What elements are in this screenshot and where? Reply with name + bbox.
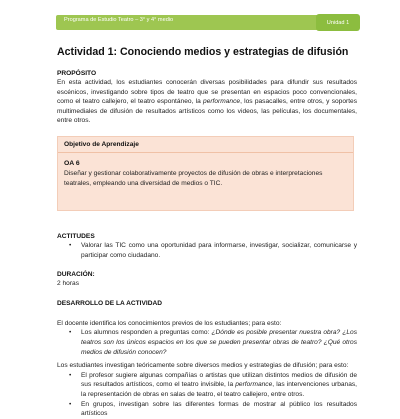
- actitudes-label: ACTITUDES: [57, 232, 95, 240]
- bullet-icon: •: [69, 400, 72, 408]
- duracion-section: [57, 271, 357, 289]
- list-item: [69, 371, 357, 400]
- bullet-icon: •: [69, 371, 72, 379]
- list-item: [69, 400, 357, 419]
- bullet1-text: Los alumnos responden a preguntas como:: [81, 329, 212, 337]
- program-title: Programa de Estudio Teatro – 3° y 4° medio: [64, 17, 174, 23]
- proposito-text-em: performance: [203, 98, 241, 106]
- proposito-label: PROPÓSITO: [57, 70, 97, 77]
- actitud-text: Valorar las TIC como una oportunidad para informarse, investigar, socializar, comunicarse y participar como ciudadano.: [81, 241, 357, 259]
- bullet-icon: •: [69, 329, 72, 337]
- bullet3-text: En grupos, investigan sobre las diferentes formas de mostrar al público los resultados artísticos: [81, 400, 357, 418]
- proposito-text-b: , los pasacalles, entre otros, y soportes multimediales de difusión de resultados artísticos como los videos, las películas, los documentales, entre otros.: [57, 98, 357, 125]
- objetivo-code: OA 6: [64, 159, 80, 167]
- bullet2-text-a: El profesor sugiere algunas compañías o artistas que utilizan distintos medios de difusión de sus resultados artísticos, como el teatro invisible, la: [81, 371, 357, 389]
- proposito-text: [57, 78, 357, 126]
- proposito-section: [57, 70, 357, 126]
- bullet1-questions: ¿Dónde es posible presentar nuestra obra? ¿Los teatros son los únicos espacios en los que se pueden presentar obras de teatro? ¿Qué otros medios de difusión conocen?: [81, 329, 357, 356]
- page-header: [0, 0, 400, 48]
- list-item: [69, 328, 357, 357]
- activity-title: Actividad 1: Conociendo medios y estrategias de difusión: [57, 46, 349, 58]
- objetivo-title: Objetivo de Aprendizaje: [64, 140, 139, 148]
- desarrollo-list-1: [69, 328, 357, 357]
- desarrollo-section: [57, 300, 357, 419]
- actitudes-section: [57, 233, 357, 260]
- desarrollo-intro-2: Los estudiantes investigan teóricamente sobre diversos medios y estrategias de difusión; para esto:: [57, 362, 349, 370]
- desarrollo-list-2: [69, 371, 357, 419]
- objetivo-box: [57, 136, 354, 211]
- list-item: [69, 241, 357, 260]
- desarrollo-label: DESARROLLO DE LA ACTIVIDAD: [57, 299, 163, 307]
- bullet-icon: •: [69, 241, 72, 249]
- desarrollo-intro: El docente identifica los conocimientos previos de los estudiantes; para esto:: [57, 319, 282, 327]
- document-body: [57, 46, 357, 419]
- duracion-value: 2 horas: [57, 280, 79, 288]
- bullet2-text-b: , las intervenciones urbanas, la representación de obras en salas de teatro, el teatro callejero, entre otros.: [81, 381, 358, 398]
- proposito-text-a: En esta actividad, los estudiantes conocerán diversas posibilidades para difundir sus resultados escénicos, investigando sobre tipos de teatro que se presentan en espacios poco convencionales, como el teatro callejero, el teatro espontáneo, la: [57, 79, 357, 106]
- actitudes-list: [69, 241, 357, 260]
- duracion-label: DURACIÓN:: [57, 271, 95, 279]
- objetivo-divider: [58, 152, 353, 153]
- bullet2-text-em: performance: [235, 381, 273, 389]
- unit-badge: Unidad 1: [316, 14, 360, 31]
- objetivo-text: Diseñar y gestionar colaborativamente proyectos de difusión de obras e interpretaciones teatrales, empleando una diversidad de medios o TIC.: [64, 169, 323, 187]
